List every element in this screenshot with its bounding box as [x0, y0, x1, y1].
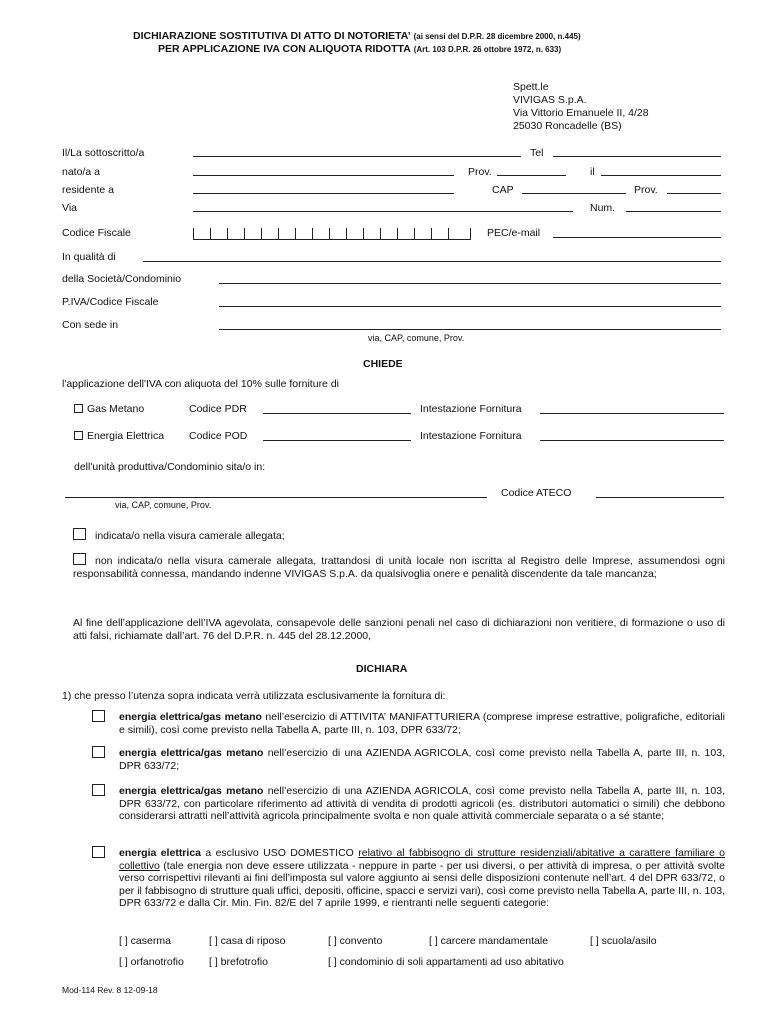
field-num[interactable]	[626, 211, 721, 212]
label-num: Num.	[590, 202, 616, 214]
field-sede[interactable]	[219, 329, 721, 330]
title-1: DICHIARAZIONE SOSTITUTIVA DI ATTO DI NOTORIETA’	[133, 30, 411, 42]
opt1-bold: energia elettrica/gas metano	[119, 711, 262, 723]
cat-brefotrofio[interactable]: [ ] brefotrofio	[209, 956, 268, 968]
title-1-reference: (ai sensi del D.P.R. 28 dicembre 2000, n.445)	[413, 32, 581, 41]
recipient-address	[513, 81, 649, 133]
label-il: il	[590, 166, 595, 178]
opt2-checkbox[interactable]	[92, 746, 105, 758]
gas-label: Gas Metano	[87, 403, 145, 415]
label-qualita: In qualità di	[62, 251, 116, 263]
cat-scuola[interactable]: [ ] scuola/asilo	[590, 935, 657, 947]
label-via: Via	[62, 202, 77, 214]
label-codice-fiscale: Codice Fiscale	[62, 227, 131, 239]
field-intestazione-gas[interactable]	[540, 413, 724, 414]
cat-caserma[interactable]: [ ] caserma	[119, 935, 171, 947]
title-2: PER APPLICAZIONE IVA CON ALIQUOTA RIDOTTA	[158, 43, 411, 55]
cat-casa-di-riposo[interactable]: [ ] casa di riposo	[209, 935, 286, 947]
heading-chiede: CHIEDE	[363, 358, 403, 370]
label-intestazione-gas: Intestazione Fornitura	[420, 403, 522, 415]
field-societa[interactable]	[219, 283, 721, 284]
opt3-checkbox[interactable]	[92, 784, 105, 796]
label-societa: della Società/Condominio	[62, 273, 182, 285]
field-nato[interactable]	[193, 175, 454, 176]
field-via[interactable]	[193, 211, 573, 212]
field-tel[interactable]	[553, 156, 721, 157]
field-ateco[interactable]	[596, 497, 724, 498]
field-sottoscritto[interactable]	[193, 156, 521, 157]
field-residente[interactable]	[193, 193, 454, 194]
field-data-nascita[interactable]	[601, 175, 721, 176]
hint-unita: via, CAP, comune, Prov.	[115, 500, 212, 510]
field-pod[interactable]	[263, 440, 411, 441]
label-pod: Codice POD	[189, 430, 248, 442]
cat-convento[interactable]: [ ] convento	[328, 935, 383, 947]
field-qualita[interactable]	[143, 261, 721, 262]
footer-model-code: Mod-114 Rev. 8 12-09-18	[62, 985, 158, 995]
label-sede: Con sede in	[62, 319, 119, 331]
consapevole-paragraph: Al fine dell’applicazione dell’IVA agevolata, consapevole delle sanzioni penali nel caso di dichiarazioni non veritiere, di formazione o uso di atti falsi, richiamate dall’art. 76 del D.P.R. n. 445 del 28.12.2000,	[73, 617, 725, 642]
label-sottoscritto: Il/La sottoscritto/a	[62, 147, 145, 159]
option-energia[interactable]	[74, 430, 164, 442]
title-line-2	[158, 43, 561, 55]
field-unita[interactable]	[65, 497, 487, 498]
label-pec: PEC/e-mail	[487, 227, 541, 239]
title-2-reference: (Art. 103 D.P.R. 26 ottobre 1972, n. 633)	[413, 45, 562, 54]
label-pdr: Codice PDR	[189, 403, 247, 415]
dichiara-point-1: 1) che presso l’utenza sopra indicata verrà utilizzata esclusivamente la fornitura di:	[62, 690, 446, 702]
opt2-text	[119, 747, 725, 772]
recipient-line: VIVIGAS S.p.A.	[513, 94, 587, 106]
opt4-checkbox[interactable]	[92, 846, 105, 858]
cat-orfanotrofio[interactable]: [ ] orfanotrofio	[119, 956, 184, 968]
opt4-body-b: (tale energia non deve essere utilizzata - neppure in parte - per usi diversi, o per attività di impresa, o per attività svolte verso corrispettivi rilevanti ai fini dell’imposta sul valore aggiunto ai sensi delle disposizioni contenute nell’art. 4 del DPR 633/72, o per il fabbisogno di strutture quali uffici, depositi, officine, spacci e servizi vari), così come previsto nella Tabella A, parte III, n. 103, DPR 633/72 e dalla Cir. Min. Fin. 82/E del 7 aprile 1999, e rientranti nelle seguenti categorie:	[119, 859, 725, 909]
label-residente: residente a	[62, 184, 114, 196]
hint-sede: via, CAP, comune, Prov.	[368, 333, 465, 343]
label-prov-residenza: Prov.	[634, 184, 658, 196]
opt4-text	[119, 847, 725, 910]
label-tel: Tel	[530, 147, 544, 159]
opt1-checkbox[interactable]	[92, 710, 105, 722]
gas-checkbox[interactable]	[74, 404, 83, 413]
field-pec[interactable]	[553, 237, 721, 238]
cat-condominio[interactable]: [ ] condominio di soli appartamenti ad uso abitativo	[328, 956, 564, 968]
label-unita: dell'unità produttiva/Condominio sita/o in:	[74, 461, 266, 473]
chiede-intro: l'applicazione dell'IVA con aliquota del 10% sulle forniture di	[62, 378, 339, 390]
opt3-body: nell’esercizio di una AZIENDA AGRICOLA, così come previsto nella Tabella A, parte III, n. 103, DPR 633/72, con particolare riferimento ad attività di vendita di prodotti agricoli (es. distributori automatici o simili) che debbono considerarsi attratti nell’attività agricola principalmente svolta e non quale attività commerciale separata o a sé stante;	[119, 785, 725, 822]
opt1-body: nell’esercizio di ATTIVITA’ MANIFATTURIERA (comprese imprese estrattive, poligrafiche, editoriali e simili), così come previsto nella Tabella A, parte III, n. 103, DPR 633/72;	[119, 711, 725, 736]
opt4-bold: energia elettrica	[119, 847, 201, 859]
visura-no-label: non indicata/o nella visura camerale allegata, trattandosi di unità locale non iscritta al Registro delle Imprese, assumendosi ogni responsabilità connessa, mandando indenne VIVIGAS S.p.A. da qualsivoglia onere e penalità discendente da tale mancanza;	[73, 555, 725, 580]
label-cap: CAP	[492, 184, 514, 196]
recipient-line: Spett.le	[513, 81, 549, 93]
label-piva: P.IVA/Codice Fiscale	[62, 296, 159, 308]
label-ateco: Codice ATECO	[501, 487, 572, 499]
opt3-text	[119, 785, 725, 823]
energia-label: Energia Elettrica	[87, 430, 165, 442]
visura-si-label: indicata/o nella visura camerale allegata;	[95, 530, 285, 542]
title-line-1	[133, 30, 581, 42]
field-prov-residenza[interactable]	[667, 193, 721, 194]
recipient-line: 25030 Roncadelle (BS)	[513, 120, 622, 132]
field-codice-fiscale[interactable]	[193, 228, 471, 240]
opt1-text	[119, 711, 725, 736]
field-piva[interactable]	[219, 306, 721, 307]
field-prov-nascita[interactable]	[497, 175, 566, 176]
cat-carcere[interactable]: [ ] carcere mandamentale	[429, 935, 549, 947]
energia-checkbox[interactable]	[74, 431, 83, 440]
heading-dichiara: DICHIARA	[356, 663, 408, 675]
recipient-line: Via Vittorio Emanuele II, 4/28	[513, 107, 649, 119]
option-gas[interactable]	[74, 403, 144, 415]
field-intestazione-energia[interactable]	[540, 440, 724, 441]
label-nato: nato/a a	[62, 166, 100, 178]
opt4-body-a: a esclusivo USO DOMESTICO	[201, 847, 359, 859]
field-pdr[interactable]	[263, 413, 411, 414]
visura-si-checkbox[interactable]	[73, 528, 86, 540]
field-cap[interactable]	[522, 193, 626, 194]
opt3-bold: energia elettrica/gas metano	[119, 785, 264, 797]
opt2-body: nell’esercizio di una AZIENDA AGRICOLA, così come previsto nella Tabella A, parte III, n. 103, DPR 633/72;	[119, 747, 725, 772]
opt2-bold: energia elettrica/gas metano	[119, 747, 264, 759]
label-prov: Prov.	[468, 166, 492, 178]
opt4-underlined: relativo al fabbisogno di strutture residenziali/abitative a carattere familiare o collettivo	[119, 847, 726, 872]
label-intestazione-energia: Intestazione Fornitura	[420, 430, 522, 442]
